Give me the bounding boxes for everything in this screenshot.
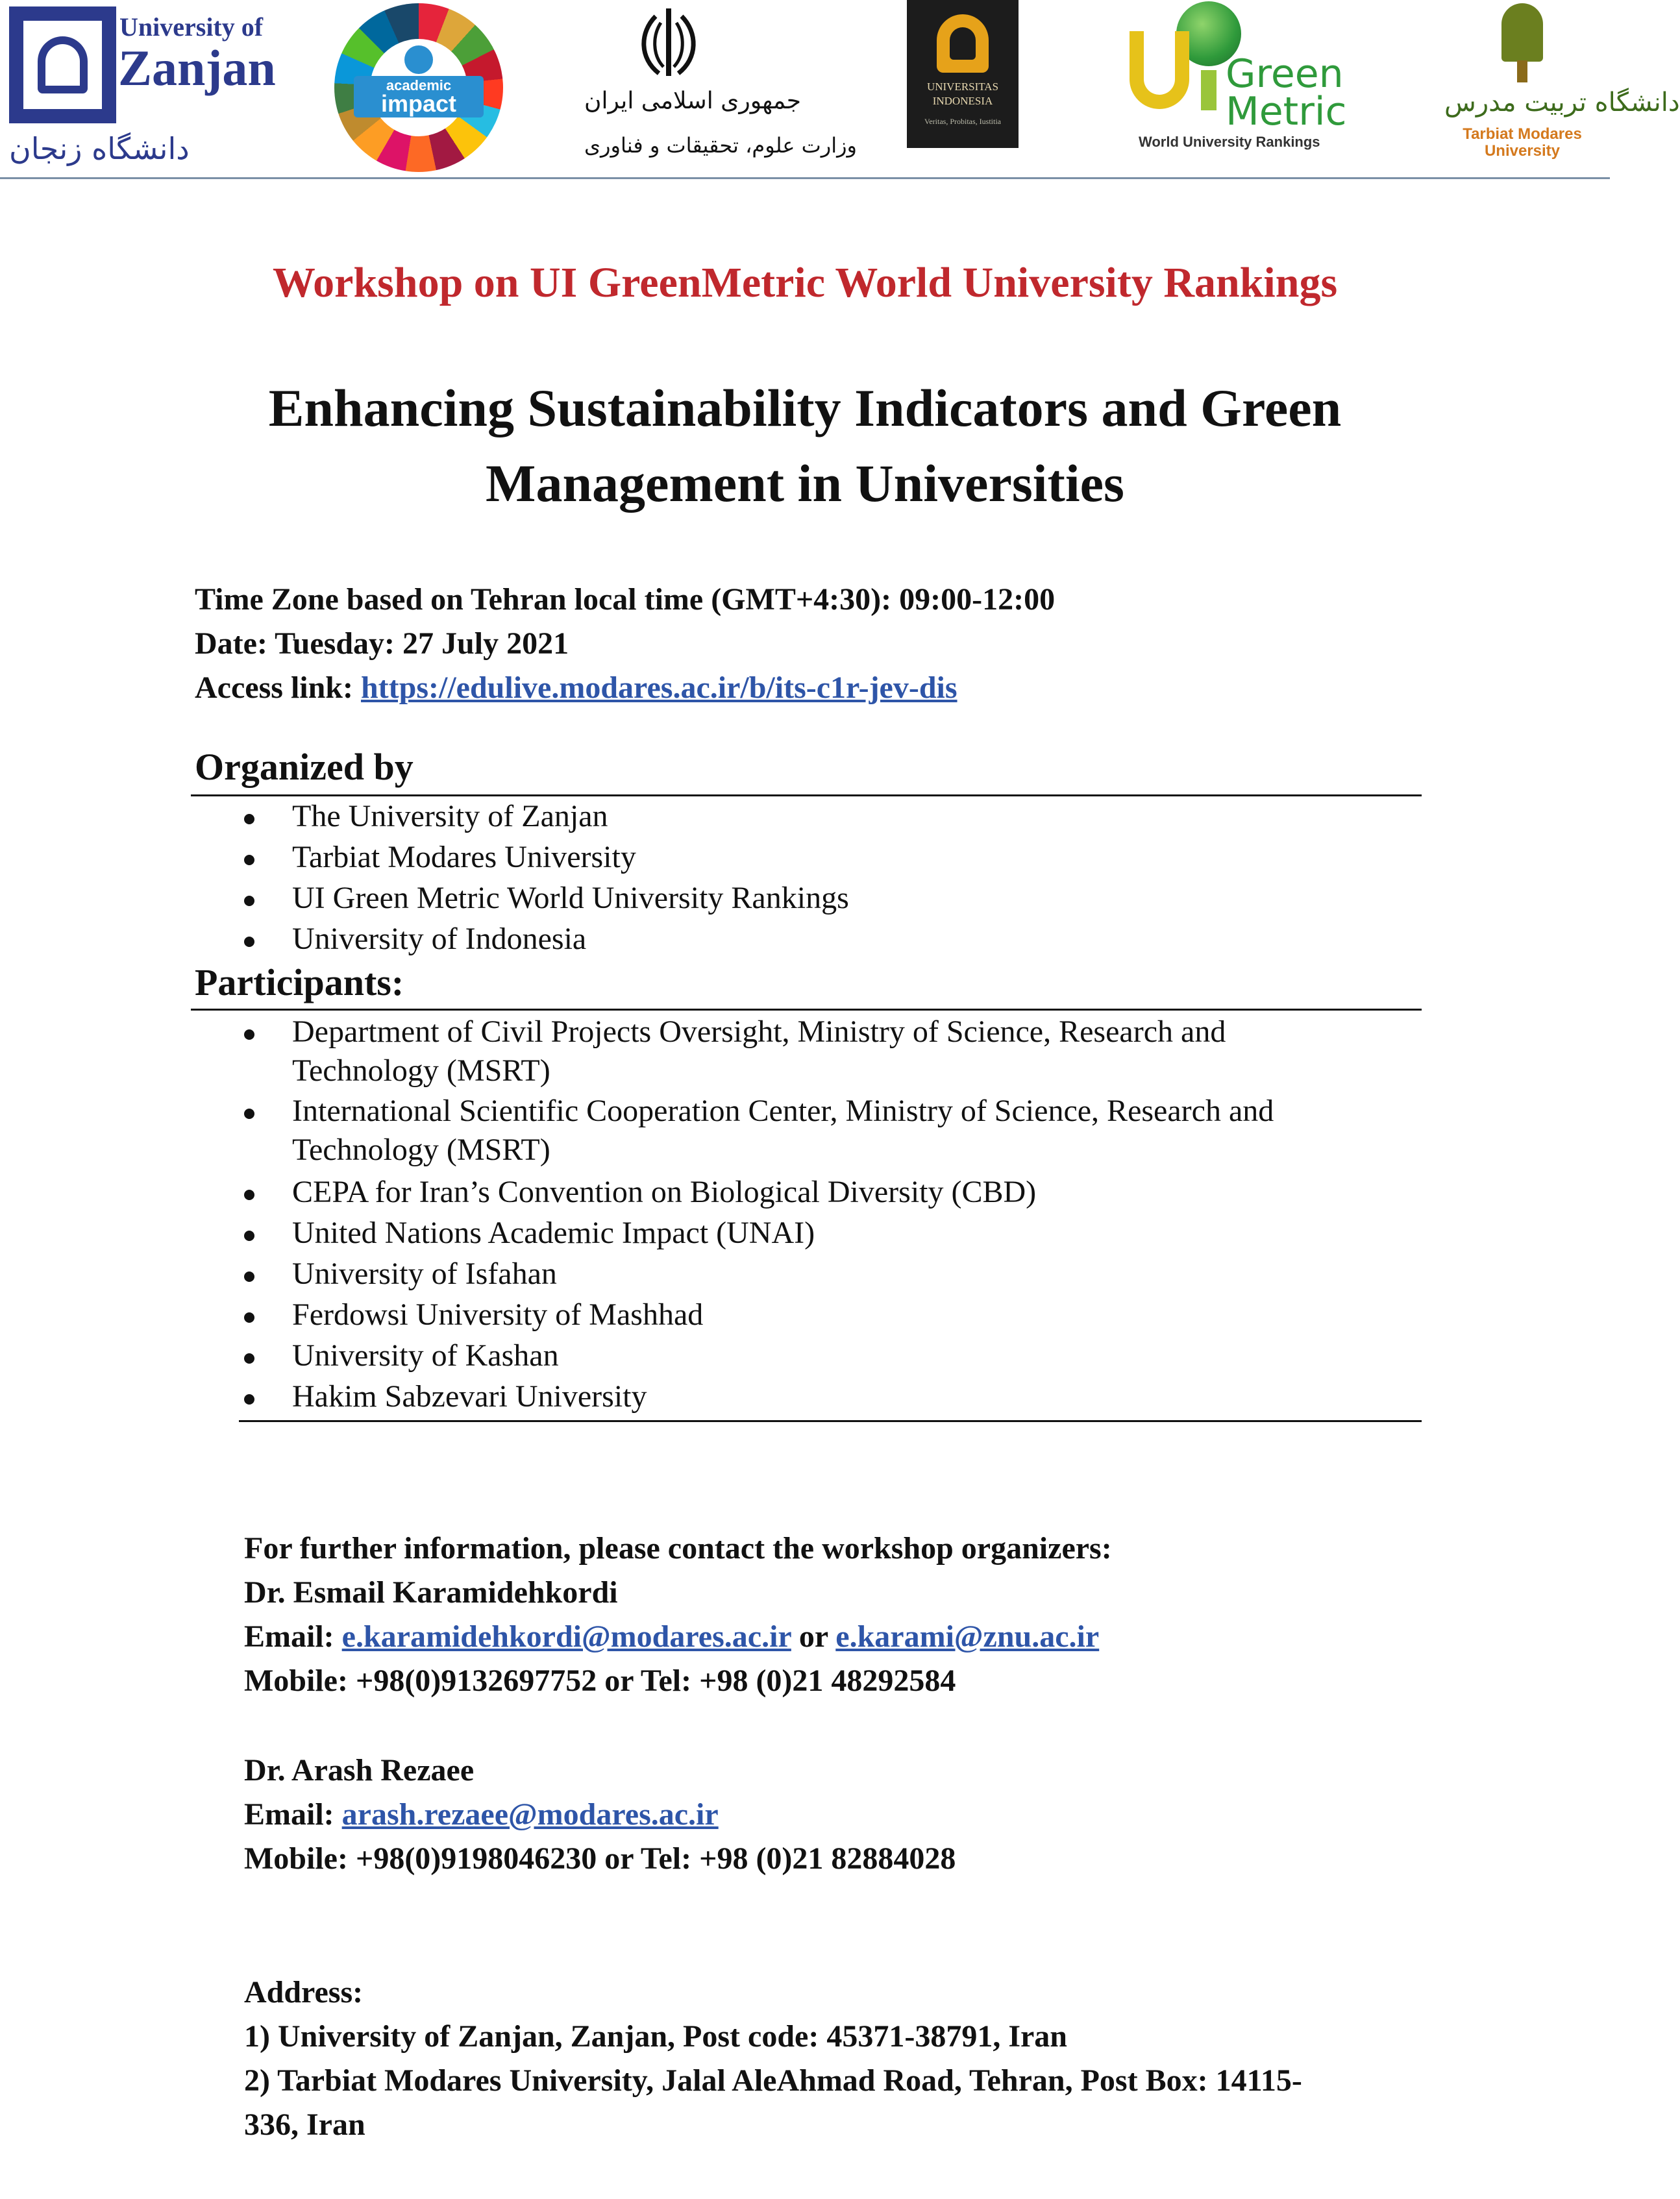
contact-email-line-1 (244, 1619, 1099, 1654)
bullet-icon (244, 1394, 254, 1405)
university-of-zanjan-logo (9, 6, 282, 169)
iran-emblem-icon (630, 3, 708, 81)
email-link-2[interactable]: e.karami@znu.ac.ir (835, 1619, 1100, 1654)
list-item: The University of Zanjan (292, 799, 608, 833)
contact-phone-2: Mobile: +98(0)9198046230 or Tel: +98 (0)21 82884028 (244, 1841, 956, 1876)
zanjan-logo-text-2: Zanjan (118, 40, 276, 96)
email-link-1[interactable]: e.karamidehkordi@modares.ac.ir (341, 1619, 791, 1654)
organized-heading: Organized by (195, 746, 414, 788)
participants-divider (191, 1009, 1422, 1011)
header-divider (0, 177, 1610, 179)
contact-intro: For further information, please contact the workshop organizers: (244, 1531, 1112, 1566)
page-title-line-1: Enhancing Sustainability Indicators and Green (268, 378, 1342, 437)
bullet-icon (244, 1029, 254, 1040)
list-item-continuation: Technology (MSRT) (292, 1053, 550, 1088)
access-link[interactable]: https://edulive.modares.ac.ir/b/its-c1r-jev-dis (360, 670, 957, 705)
list-item: University of Indonesia (292, 922, 587, 956)
list-item: International Scientific Cooperation Center, Ministry of Science, Research and (292, 1094, 1274, 1128)
page-title-line-2: Management in Universities (486, 454, 1124, 513)
academic-impact-logo (334, 3, 503, 172)
msrt-iran-logo (584, 3, 857, 172)
bullet-icon (244, 937, 254, 947)
iran-logo-text-1: جمهوری اسلامی ایران (584, 88, 801, 114)
ui-logo-text-1: UNIVERSITAS (926, 80, 999, 93)
address-line-2: 2) Tarbiat Modares University, Jalal AleAhmad Road, Tehran, Post Box: 14115- (244, 2063, 1302, 2098)
date-line: Date: Tuesday: 27 July 2021 (195, 626, 569, 661)
zanjan-logo-persian: دانشگاه زنجان (9, 131, 190, 166)
bullet-icon (244, 896, 254, 906)
list-item: CEPA for Iran’s Convention on Biological Diversity (CBD) (292, 1175, 1037, 1209)
greenmetric-logo-text-3: World University Rankings (1139, 134, 1320, 150)
logo-header (0, 0, 1680, 178)
ui-logo-text-2: INDONESIA (932, 95, 993, 107)
bullet-icon (244, 1353, 254, 1364)
list-item: Hakim Sabzevari University (292, 1379, 647, 1414)
access-label: Access link: (195, 670, 353, 705)
email-link-3[interactable]: arash.rezaee@modares.ac.ir (341, 1797, 719, 1832)
list-item: UI Green Metric World University Rankings (292, 881, 849, 915)
list-item: Department of Civil Projects Oversight, Ministry of Science, Research and (292, 1014, 1226, 1049)
bullet-icon (244, 1312, 254, 1323)
workshop-heading: Workshop on UI GreenMetric World University Rankings (272, 259, 1338, 306)
bullet-icon (244, 1109, 254, 1119)
or-text: or (798, 1619, 828, 1654)
zanjan-emblem-icon (9, 6, 116, 123)
participants-end-divider (239, 1420, 1422, 1422)
contact-email-line-2 (244, 1797, 719, 1832)
email-label: Email: (244, 1797, 334, 1832)
bullet-icon (244, 1231, 254, 1241)
ui-logo-motto: Veritas, Probitas, Iustitia (924, 117, 1001, 126)
tarbiat-modares-logo (1444, 3, 1680, 166)
list-item: University of Kashan (292, 1338, 559, 1373)
bullet-icon (244, 1271, 254, 1282)
iran-logo-text-2: وزارت علوم، تحقیقات و فناوری (584, 133, 857, 158)
greenmetric-logo-text-2: Metric (1226, 89, 1347, 134)
timezone-line: Time Zone based on Tehran local time (GMT+4:30): 09:00-12:00 (195, 582, 1056, 617)
participants-heading: Participants: (195, 961, 404, 1003)
address-heading: Address: (244, 1975, 364, 2009)
email-label: Email: (244, 1619, 334, 1654)
list-item: University of Isfahan (292, 1257, 557, 1291)
unai-logo-text-2: impact (380, 90, 457, 117)
contact-phone-1: Mobile: +98(0)9132697752 or Tel: +98 (0)21 48292584 (244, 1664, 956, 1698)
list-item: Tarbiat Modares University (292, 840, 636, 874)
address-line-3: 336, Iran (244, 2107, 365, 2142)
list-item: United Nations Academic Impact (UNAI) (292, 1216, 815, 1250)
bullet-icon (244, 1190, 254, 1200)
bullet-icon (244, 855, 254, 865)
tmu-logo-persian: دانشگاه تربیت مدرس (1444, 88, 1680, 117)
organized-divider (191, 794, 1422, 796)
tmu-logo-text-2: University (1484, 142, 1561, 160)
unai-logo-text-1: academic (386, 77, 452, 93)
un-emblem-icon (404, 45, 433, 74)
greenmetric-logo-text-1: Green (1226, 51, 1344, 97)
tmu-logo-text-1: Tarbiat Modares (1463, 125, 1582, 143)
address-line-1: 1) University of Zanjan, Zanjan, Post code: 45371-38791, Iran (244, 2019, 1067, 2054)
contact-name-2: Dr. Arash Rezaee (244, 1753, 475, 1787)
access-line (195, 670, 957, 706)
list-item-continuation: Technology (MSRT) (292, 1133, 550, 1167)
bullet-icon (244, 814, 254, 824)
cypress-tree-icon (1501, 3, 1543, 62)
contact-name-1: Dr. Esmail Karamidehkordi (244, 1575, 618, 1610)
zanjan-logo-text-1: University of (119, 12, 264, 42)
list-item: Ferdowsi University of Mashhad (292, 1297, 704, 1332)
ui-greenmetric-logo (1130, 0, 1363, 156)
universitas-indonesia-logo (907, 0, 1019, 148)
